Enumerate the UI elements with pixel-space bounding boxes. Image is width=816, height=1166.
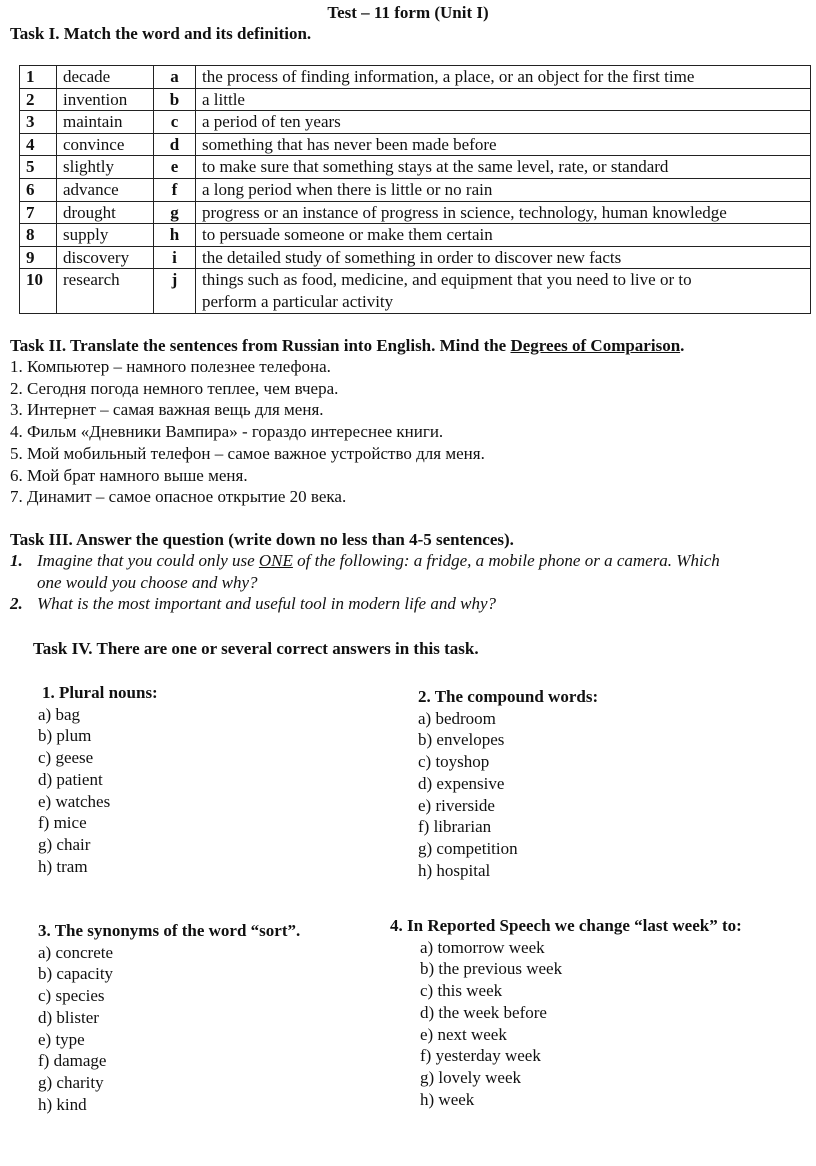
row-number (20, 224, 57, 247)
group-heading: 4. In Reported Speech we change “last week” to: (390, 916, 742, 935)
row-number (20, 201, 57, 224)
answer-option: b) the previous week (420, 959, 563, 979)
row-word-text: advance (63, 179, 119, 199)
row-word (57, 201, 154, 224)
row-definition-text: progress or an instance of progress in science, technology, human knowledge (202, 202, 727, 222)
table-row (20, 88, 811, 111)
table-row (20, 111, 811, 134)
row-word-text: discovery (63, 247, 130, 267)
row-definition (196, 178, 811, 201)
row-letter (154, 88, 196, 111)
task2-heading-end: . (680, 336, 685, 355)
row-letter-text: h (169, 225, 180, 245)
row-number (20, 269, 57, 313)
task2-heading-text: Task II. Translate the sentences from Russian into English. Mind the (10, 336, 511, 355)
sentence: 1. Компьютер – намного полезнее телефона. (10, 357, 331, 376)
row-number-text: 1 (26, 67, 35, 86)
row-number-text: 6 (26, 179, 35, 199)
sentence: 5. Мой мобильный телефон – самое важное устройство для меня. (10, 443, 485, 463)
group-heading: 2. The compound words: (418, 687, 599, 706)
row-definition-text: something that has never been made before (202, 134, 497, 154)
answer-option: g) lovely week (420, 1067, 522, 1087)
row-letter (154, 133, 196, 156)
table-row (20, 269, 811, 313)
row-word (57, 133, 154, 156)
row-letter (154, 201, 196, 224)
row-number-text: 10 (26, 270, 43, 290)
row-number (20, 111, 57, 134)
row-number-text: 4 (26, 134, 35, 154)
row-definition (196, 224, 811, 247)
synonyms-group (38, 920, 300, 1115)
answer-option: a) concrete (38, 942, 114, 962)
row-definition-text: a little (202, 89, 245, 109)
answer-option: g) competition (418, 838, 518, 858)
row-letter-text: f (171, 179, 178, 199)
task1-heading: Task I. Match the word and its definition. (10, 24, 312, 43)
plural-nouns-group (38, 682, 158, 877)
row-definition (196, 201, 811, 224)
row-word-text: convince (63, 134, 125, 154)
answer-option: c) species (38, 986, 105, 1006)
question-number: 2. (10, 594, 23, 614)
row-letter (154, 111, 196, 134)
answer-option: d) patient (38, 769, 103, 789)
table-row (20, 201, 811, 224)
question-1 (10, 550, 810, 593)
sentence: 6. Мой брат намного выше меня. (10, 465, 248, 485)
page-title: Test – 11 form (Unit I) (327, 3, 489, 22)
answer-option: f) damage (38, 1051, 107, 1071)
task2-heading (10, 336, 684, 356)
row-definition-text: to make sure that something stays at the same level, rate, or standard (202, 157, 669, 177)
answer-option: a) tomorrow week (420, 937, 545, 957)
row-definition (196, 66, 811, 89)
row-number-text: 3 (26, 112, 35, 132)
answer-option: c) this week (420, 981, 503, 1001)
matching-table (19, 65, 811, 314)
row-number-text: 2 (26, 89, 35, 109)
answer-option: d) expensive (418, 773, 505, 793)
question-number: 1. (10, 551, 23, 570)
row-letter-text: g (170, 202, 179, 222)
row-letter-text: d (169, 134, 180, 154)
answer-option: d) the week before (420, 1002, 547, 1022)
row-word (57, 88, 154, 111)
row-letter-text: c (170, 112, 179, 132)
row-word (57, 269, 154, 313)
row-letter-text: b (169, 89, 180, 109)
row-definition-text: the process of finding information, a place, or an object for the first time (202, 67, 695, 86)
row-word-text: research (63, 270, 120, 290)
table-row (20, 66, 811, 89)
row-definition (196, 111, 811, 134)
row-number-text: 8 (26, 225, 35, 245)
group-heading: 3. The synonyms of the word “sort”. (38, 921, 301, 940)
row-letter-text: a (170, 67, 179, 86)
answer-option: d) blister (38, 1007, 99, 1027)
row-word (57, 111, 154, 134)
row-number-text: 9 (26, 247, 35, 267)
answer-option: h) week (420, 1089, 475, 1109)
row-definition (196, 156, 811, 179)
answer-option: b) capacity (38, 964, 114, 984)
row-letter (154, 246, 196, 269)
row-letter (154, 156, 196, 179)
sentence: 7. Динамит – самое опасное открытие 20 века. (10, 487, 347, 507)
task3-heading: Task III. Answer the question (write down no less than 4-5 sentences). (10, 530, 514, 549)
row-number (20, 178, 57, 201)
answer-option: f) yesterday week (420, 1046, 541, 1066)
sentence: 4. Фильм «Дневники Вампира» - гораздо интереснее книги. (10, 422, 444, 442)
answer-option: e) next week (420, 1024, 507, 1044)
answer-option: a) bag (38, 704, 81, 724)
row-letter (154, 224, 196, 247)
row-number (20, 156, 57, 179)
question-text: Imagine that you could only use (37, 551, 259, 570)
row-definition-text: things such as food, medicine, and equipment that you need to live or to (202, 270, 692, 290)
answer-option: h) kind (38, 1094, 87, 1114)
compound-words-group (418, 686, 598, 881)
question-text: of the following: a fridge, a mobile phone or a camera. Which (292, 551, 720, 570)
answer-option: g) charity (38, 1072, 104, 1092)
row-definition (196, 88, 811, 111)
table-row (20, 178, 811, 201)
reported-speech-group (390, 915, 742, 1110)
row-letter (154, 269, 196, 313)
row-word (57, 246, 154, 269)
row-definition-text: a long period when there is little or no rain (202, 179, 493, 199)
row-letter-text: i (172, 247, 177, 267)
row-definition (196, 246, 811, 269)
row-word-text: supply (63, 225, 109, 245)
answer-option: c) geese (38, 748, 94, 768)
answer-option: e) riverside (418, 795, 495, 815)
row-definition (196, 269, 811, 313)
question-text: one would you choose and why? (37, 572, 258, 592)
answer-option: g) chair (38, 834, 91, 854)
row-letter (154, 178, 196, 201)
answer-option: h) hospital (418, 860, 491, 880)
row-word (57, 156, 154, 179)
row-number (20, 246, 57, 269)
task2-sentences (10, 356, 485, 508)
answer-option: b) envelopes (418, 730, 505, 750)
row-word (57, 224, 154, 247)
row-word (57, 178, 154, 201)
row-word-text: maintain (63, 112, 123, 132)
answer-option: e) type (38, 1029, 85, 1049)
row-word-text: decade (63, 67, 111, 86)
answer-option: f) librarian (418, 817, 492, 837)
table-row (20, 224, 811, 247)
sentence: 2. Сегодня погода немного теплее, чем вчера. (10, 378, 339, 398)
row-definition-text: perform a particular activity (202, 291, 394, 311)
question-text: What is the most important and useful tool in modern life and why? (37, 594, 496, 614)
answer-option: a) bedroom (418, 708, 496, 728)
task2-heading-link: Degrees of Comparison (510, 336, 681, 355)
question-2 (10, 593, 810, 615)
row-letter-text: e (170, 157, 179, 177)
task3-questions (10, 550, 810, 615)
sentence: 3. Интернет – самая важная вещь для меня. (10, 400, 324, 420)
row-definition-text: to persuade someone or make them certain (202, 225, 493, 245)
row-definition-text: the detailed study of something in order to discover new facts (202, 247, 622, 267)
row-definition-text: a period of ten years (202, 112, 341, 132)
row-word-text: drought (63, 202, 116, 222)
table-row (20, 133, 811, 156)
row-number (20, 133, 57, 156)
question-emphasis: ONE (258, 551, 293, 570)
row-word-text: invention (63, 89, 128, 109)
table-row (20, 156, 811, 179)
row-number-text: 5 (26, 157, 35, 177)
row-number (20, 66, 57, 89)
row-letter-text: j (171, 270, 178, 290)
row-word (57, 66, 154, 89)
group-heading: 1. Plural nouns: (42, 683, 158, 702)
answer-option: h) tram (38, 856, 88, 876)
table-row (20, 246, 811, 269)
task4-heading: Task IV. There are one or several correct answers in this task. (33, 639, 479, 658)
row-word-text: slightly (63, 157, 115, 177)
row-letter (154, 66, 196, 89)
answer-option: f) mice (38, 813, 87, 833)
answer-option: e) watches (38, 791, 111, 811)
row-number-text: 7 (26, 202, 35, 222)
row-definition (196, 133, 811, 156)
answer-option: c) toyshop (418, 752, 490, 772)
answer-option: b) plum (38, 726, 92, 746)
row-number (20, 88, 57, 111)
